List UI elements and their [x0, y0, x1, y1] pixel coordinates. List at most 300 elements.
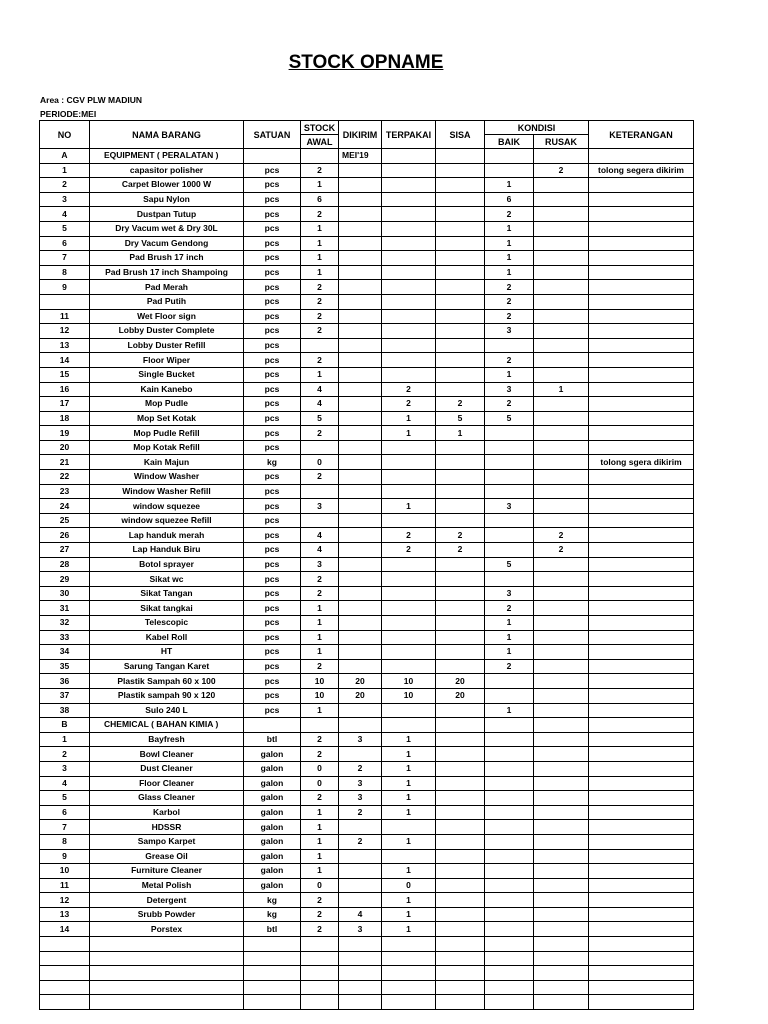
table-row [40, 820, 694, 835]
cell-stock-awal: 4 [301, 382, 339, 397]
cell-stock-awal: 1 [301, 864, 339, 879]
cell-keterangan [589, 688, 694, 703]
table-row [40, 980, 694, 995]
cell-baik: 2 [485, 397, 534, 412]
cell-satuan: pcs [244, 353, 301, 368]
table-row [40, 324, 694, 339]
cell-sisa [436, 747, 485, 762]
cell-terpakai [382, 951, 436, 966]
cell-baik: 3 [485, 382, 534, 397]
cell-dikirim [339, 937, 382, 952]
cell-satuan: pcs [244, 236, 301, 251]
cell-satuan: btl [244, 732, 301, 747]
cell-satuan: pcs [244, 645, 301, 660]
cell-terpakai [382, 221, 436, 236]
cell-no: 25 [40, 513, 90, 528]
cell-rusak [534, 294, 589, 309]
cell-baik: 5 [485, 557, 534, 572]
cell-dikirim [339, 513, 382, 528]
cell-dikirim: 3 [339, 922, 382, 937]
cell-no: 30 [40, 586, 90, 601]
cell-keterangan [589, 980, 694, 995]
table-row [40, 776, 694, 791]
cell-sisa [436, 761, 485, 776]
cell-satuan: pcs [244, 659, 301, 674]
table-body [40, 149, 694, 1010]
cell-baik [485, 937, 534, 952]
cell-satuan: pcs [244, 309, 301, 324]
cell-sisa [436, 966, 485, 981]
cell-rusak [534, 149, 589, 164]
cell-no: 38 [40, 703, 90, 718]
cell-keterangan [589, 747, 694, 762]
cell-keterangan [589, 893, 694, 908]
cell-keterangan [589, 543, 694, 558]
cell-satuan: pcs [244, 207, 301, 222]
cell-satuan: pcs [244, 499, 301, 514]
table-row [40, 688, 694, 703]
stock-table [39, 120, 694, 1010]
cell-rusak [534, 207, 589, 222]
cell-terpakai [382, 149, 436, 164]
cell-keterangan [589, 426, 694, 441]
cell-no: 5 [40, 221, 90, 236]
periode-label: PERIODE:MEI [40, 109, 97, 119]
cell-baik [485, 834, 534, 849]
cell-rusak [534, 221, 589, 236]
cell-no [40, 937, 90, 952]
cell-no: 28 [40, 557, 90, 572]
cell-rusak [534, 280, 589, 295]
cell-no: 14 [40, 922, 90, 937]
cell-baik [485, 455, 534, 470]
cell-nama-barang: Glass Cleaner [90, 791, 244, 806]
cell-baik: 1 [485, 703, 534, 718]
cell-rusak: 1 [534, 382, 589, 397]
cell-sisa [436, 980, 485, 995]
cell-rusak [534, 324, 589, 339]
cell-sisa [436, 513, 485, 528]
table-row [40, 207, 694, 222]
cell-terpakai: 1 [382, 499, 436, 514]
cell-stock-awal [301, 484, 339, 499]
cell-rusak [534, 849, 589, 864]
cell-sisa: 5 [436, 411, 485, 426]
cell-baik: 1 [485, 221, 534, 236]
cell-baik: 1 [485, 616, 534, 631]
cell-satuan: pcs [244, 616, 301, 631]
cell-sisa [436, 791, 485, 806]
cell-baik [485, 849, 534, 864]
cell-baik: 2 [485, 601, 534, 616]
cell-satuan: pcs [244, 528, 301, 543]
cell-no: 13 [40, 338, 90, 353]
cell-sisa [436, 178, 485, 193]
cell-baik: 6 [485, 192, 534, 207]
cell-sisa [436, 484, 485, 499]
cell-terpakai [382, 294, 436, 309]
cell-baik: 1 [485, 265, 534, 280]
cell-rusak [534, 776, 589, 791]
cell-keterangan [589, 397, 694, 412]
cell-sisa [436, 192, 485, 207]
cell-dikirim [339, 878, 382, 893]
cell-dikirim: 3 [339, 791, 382, 806]
cell-no: 10 [40, 864, 90, 879]
table-row [40, 397, 694, 412]
cell-keterangan [589, 338, 694, 353]
cell-stock-awal: 2 [301, 353, 339, 368]
header-baik: BAIK [485, 135, 534, 149]
cell-rusak [534, 805, 589, 820]
cell-keterangan [589, 616, 694, 631]
cell-terpakai: 1 [382, 893, 436, 908]
cell-nama-barang: Wet Floor sign [90, 309, 244, 324]
cell-keterangan [589, 149, 694, 164]
cell-baik: 3 [485, 499, 534, 514]
cell-dikirim [339, 557, 382, 572]
table-row [40, 163, 694, 178]
cell-keterangan [589, 367, 694, 382]
cell-stock-awal [301, 338, 339, 353]
cell-keterangan [589, 265, 694, 280]
cell-sisa [436, 718, 485, 733]
table-row [40, 426, 694, 441]
cell-keterangan [589, 221, 694, 236]
cell-nama-barang: Porstex [90, 922, 244, 937]
cell-keterangan [589, 499, 694, 514]
cell-satuan: pcs [244, 688, 301, 703]
cell-nama-barang: Single Bucket [90, 367, 244, 382]
cell-satuan: galon [244, 878, 301, 893]
cell-keterangan [589, 761, 694, 776]
header-stock: STOCK [301, 121, 339, 135]
cell-rusak [534, 557, 589, 572]
cell-no: 37 [40, 688, 90, 703]
cell-rusak [534, 251, 589, 266]
cell-stock-awal: 1 [301, 849, 339, 864]
cell-nama-barang: Furniture Cleaner [90, 864, 244, 879]
cell-rusak [534, 338, 589, 353]
cell-baik [485, 470, 534, 485]
cell-baik: 1 [485, 630, 534, 645]
cell-dikirim [339, 528, 382, 543]
cell-terpakai [382, 966, 436, 981]
cell-dikirim [339, 440, 382, 455]
header-keterangan: KETERANGAN [589, 121, 694, 149]
cell-no: 1 [40, 732, 90, 747]
cell-satuan: galon [244, 761, 301, 776]
header-no: NO [40, 121, 90, 149]
cell-keterangan [589, 732, 694, 747]
cell-no: 11 [40, 309, 90, 324]
cell-rusak [534, 499, 589, 514]
table-row [40, 513, 694, 528]
cell-keterangan [589, 703, 694, 718]
cell-keterangan [589, 470, 694, 485]
cell-sisa [436, 893, 485, 908]
table-row [40, 309, 694, 324]
cell-stock-awal: 2 [301, 470, 339, 485]
cell-dikirim [339, 995, 382, 1010]
cell-keterangan [589, 207, 694, 222]
cell-terpakai [382, 309, 436, 324]
cell-sisa [436, 382, 485, 397]
cell-dikirim [339, 455, 382, 470]
cell-rusak [534, 864, 589, 879]
cell-satuan: pcs [244, 294, 301, 309]
header-kondisi: KONDISI [485, 121, 589, 135]
cell-baik: 2 [485, 353, 534, 368]
cell-terpakai [382, 513, 436, 528]
cell-terpakai [382, 367, 436, 382]
cell-sisa [436, 251, 485, 266]
table-row [40, 922, 694, 937]
cell-terpakai [382, 820, 436, 835]
cell-stock-awal: 2 [301, 586, 339, 601]
cell-dikirim [339, 265, 382, 280]
cell-baik: 3 [485, 586, 534, 601]
cell-no: 12 [40, 893, 90, 908]
cell-keterangan [589, 251, 694, 266]
cell-keterangan [589, 776, 694, 791]
cell-dikirim: 20 [339, 674, 382, 689]
cell-stock-awal: 3 [301, 499, 339, 514]
cell-sisa [436, 236, 485, 251]
cell-dikirim [339, 718, 382, 733]
cell-sisa [436, 265, 485, 280]
cell-dikirim [339, 163, 382, 178]
cell-dikirim [339, 470, 382, 485]
cell-keterangan [589, 645, 694, 660]
cell-terpakai [382, 163, 436, 178]
cell-terpakai: 1 [382, 791, 436, 806]
cell-dikirim [339, 703, 382, 718]
cell-dikirim [339, 221, 382, 236]
cell-sisa: 20 [436, 674, 485, 689]
cell-stock-awal: 2 [301, 294, 339, 309]
table-row [40, 484, 694, 499]
cell-sisa [436, 440, 485, 455]
cell-satuan: galon [244, 834, 301, 849]
cell-sisa: 1 [436, 426, 485, 441]
cell-keterangan [589, 805, 694, 820]
cell-terpakai: 1 [382, 864, 436, 879]
cell-nama-barang: Floor Wiper [90, 353, 244, 368]
cell-baik [485, 922, 534, 937]
cell-dikirim [339, 178, 382, 193]
cell-terpakai: 1 [382, 732, 436, 747]
cell-rusak [534, 980, 589, 995]
cell-keterangan [589, 382, 694, 397]
cell-baik [485, 791, 534, 806]
header-rusak: RUSAK [534, 135, 589, 149]
cell-baik [485, 572, 534, 587]
cell-no: 32 [40, 616, 90, 631]
cell-baik: 1 [485, 178, 534, 193]
table-row [40, 382, 694, 397]
cell-baik [485, 163, 534, 178]
cell-rusak [534, 513, 589, 528]
table-row [40, 659, 694, 674]
cell-baik: 2 [485, 294, 534, 309]
cell-stock-awal: 2 [301, 922, 339, 937]
cell-terpakai [382, 265, 436, 280]
cell-dikirim [339, 426, 382, 441]
cell-dikirim [339, 601, 382, 616]
cell-nama-barang [90, 937, 244, 952]
cell-rusak [534, 747, 589, 762]
cell-dikirim [339, 747, 382, 762]
cell-rusak [534, 411, 589, 426]
cell-baik [485, 484, 534, 499]
cell-baik [485, 805, 534, 820]
cell-satuan: pcs [244, 251, 301, 266]
cell-dikirim [339, 309, 382, 324]
cell-dikirim [339, 338, 382, 353]
cell-rusak [534, 951, 589, 966]
header-terpakai: TERPAKAI [382, 121, 436, 149]
cell-terpakai: 1 [382, 805, 436, 820]
cell-baik [485, 426, 534, 441]
cell-nama-barang [90, 966, 244, 981]
cell-nama-barang: Plastik Sampah 60 x 100 [90, 674, 244, 689]
cell-nama-barang [90, 951, 244, 966]
cell-nama-barang: HDSSR [90, 820, 244, 835]
cell-nama-barang: Carpet Blower 1000 W [90, 178, 244, 193]
cell-no: 4 [40, 207, 90, 222]
header-sisa: SISA [436, 121, 485, 149]
cell-sisa [436, 630, 485, 645]
cell-dikirim [339, 382, 382, 397]
cell-keterangan [589, 659, 694, 674]
cell-terpakai [382, 849, 436, 864]
cell-stock-awal: 1 [301, 834, 339, 849]
cell-nama-barang: Plastik sampah 90 x 120 [90, 688, 244, 703]
table-row [40, 645, 694, 660]
cell-sisa [436, 353, 485, 368]
cell-dikirim [339, 893, 382, 908]
cell-no: 27 [40, 543, 90, 558]
cell-keterangan [589, 922, 694, 937]
cell-nama-barang: Sikat tangkai [90, 601, 244, 616]
cell-sisa [436, 645, 485, 660]
cell-satuan: galon [244, 849, 301, 864]
cell-satuan: pcs [244, 178, 301, 193]
cell-stock-awal: 2 [301, 426, 339, 441]
cell-stock-awal: 1 [301, 616, 339, 631]
cell-nama-barang: Kain Kanebo [90, 382, 244, 397]
table-row [40, 455, 694, 470]
cell-keterangan [589, 630, 694, 645]
table-row [40, 703, 694, 718]
cell-keterangan: tolong segera dikirim [589, 163, 694, 178]
cell-rusak [534, 455, 589, 470]
table-row [40, 761, 694, 776]
cell-keterangan [589, 937, 694, 952]
cell-keterangan [589, 849, 694, 864]
cell-dikirim [339, 951, 382, 966]
cell-sisa [436, 834, 485, 849]
cell-stock-awal: 2 [301, 163, 339, 178]
cell-rusak [534, 309, 589, 324]
cell-dikirim [339, 645, 382, 660]
cell-satuan: pcs [244, 338, 301, 353]
cell-terpakai: 2 [382, 382, 436, 397]
cell-no: 4 [40, 776, 90, 791]
cell-sisa [436, 864, 485, 879]
cell-satuan: pcs [244, 221, 301, 236]
cell-stock-awal [301, 718, 339, 733]
table-row [40, 834, 694, 849]
table-row [40, 338, 694, 353]
cell-baik [485, 688, 534, 703]
cell-baik: 2 [485, 280, 534, 295]
cell-stock-awal: 0 [301, 761, 339, 776]
cell-nama-barang: EQUIPMENT ( PERALATAN ) [90, 149, 244, 164]
cell-sisa [436, 805, 485, 820]
cell-rusak [534, 572, 589, 587]
table-row [40, 411, 694, 426]
cell-rusak [534, 907, 589, 922]
cell-sisa: 2 [436, 543, 485, 558]
cell-baik: 3 [485, 324, 534, 339]
cell-rusak [534, 937, 589, 952]
cell-no: 16 [40, 382, 90, 397]
cell-satuan: pcs [244, 572, 301, 587]
header-awal: AWAL [301, 135, 339, 149]
cell-keterangan: tolong sgera dikirim [589, 455, 694, 470]
cell-keterangan [589, 878, 694, 893]
cell-rusak: 2 [534, 543, 589, 558]
cell-keterangan [589, 440, 694, 455]
table-row [40, 630, 694, 645]
cell-rusak [534, 645, 589, 660]
cell-rusak: 2 [534, 163, 589, 178]
table-row [40, 966, 694, 981]
cell-stock-awal [301, 149, 339, 164]
cell-no [40, 966, 90, 981]
cell-keterangan [589, 907, 694, 922]
cell-rusak [534, 630, 589, 645]
table-row [40, 732, 694, 747]
cell-keterangan [589, 864, 694, 879]
cell-rusak [534, 834, 589, 849]
cell-no: 29 [40, 572, 90, 587]
cell-stock-awal [301, 966, 339, 981]
cell-satuan: pcs [244, 163, 301, 178]
cell-rusak [534, 732, 589, 747]
cell-satuan: pcs [244, 586, 301, 601]
cell-dikirim [339, 499, 382, 514]
cell-nama-barang: Dust Cleaner [90, 761, 244, 776]
cell-stock-awal: 2 [301, 747, 339, 762]
cell-baik: 2 [485, 207, 534, 222]
cell-no: 34 [40, 645, 90, 660]
cell-nama-barang: Srubb Powder [90, 907, 244, 922]
cell-sisa [436, 995, 485, 1010]
cell-terpakai [382, 703, 436, 718]
cell-satuan: kg [244, 455, 301, 470]
cell-terpakai: 10 [382, 688, 436, 703]
cell-no [40, 980, 90, 995]
table-row [40, 937, 694, 952]
cell-terpakai: 1 [382, 426, 436, 441]
table-row [40, 440, 694, 455]
cell-terpakai: 1 [382, 776, 436, 791]
cell-nama-barang [90, 980, 244, 995]
cell-sisa [436, 309, 485, 324]
